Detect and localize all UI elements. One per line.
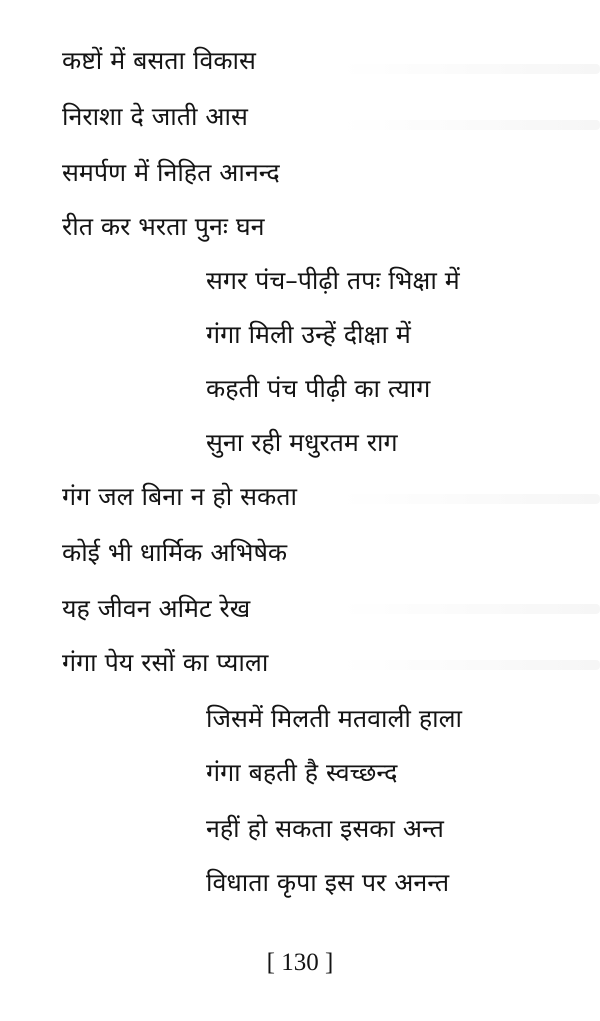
show-through-mark	[340, 64, 600, 74]
poem-line: गंग जल बिना न हो सकता	[62, 482, 297, 511]
poem-line: सुना रही मधुरतम राग	[206, 428, 398, 457]
poem-line: समर्पण में निहित आनन्द	[62, 158, 280, 187]
poem-line: कोई भी धार्मिक अभिषेक	[62, 538, 288, 567]
poem-line: गंगा पेय रसों का प्याला	[62, 648, 269, 677]
poem-line: गंगा बहती है स्वच्छन्द	[206, 758, 398, 787]
poem-line: निराशा दे जाती आस	[62, 102, 248, 131]
poem-line: नहीं हो सकता इसका अन्त	[206, 814, 444, 843]
poem-line: कहती पंच पीढ़ी का त्याग	[206, 374, 431, 403]
page-number: [ 130 ]	[266, 949, 334, 976]
poem-line: विधाता कृपा इस पर अनन्त	[206, 868, 450, 897]
show-through-mark	[340, 660, 600, 670]
poem-line: कष्टों में बसता विकास	[62, 46, 256, 75]
show-through-mark	[340, 494, 600, 504]
show-through-mark	[340, 604, 600, 614]
poem-line: सगर पंच–पीढ़ी तपः भिक्षा में	[206, 266, 460, 295]
poem-line: जिसमें मिलती मतवाली हाला	[206, 704, 462, 733]
show-through-mark	[340, 120, 600, 130]
poem-line: गंगा मिली उन्हें दीक्षा में	[206, 320, 411, 349]
poem-line: रीत कर भरता पुनः घन	[62, 212, 265, 241]
poem-line: यह जीवन अमिट रेख	[62, 594, 251, 623]
